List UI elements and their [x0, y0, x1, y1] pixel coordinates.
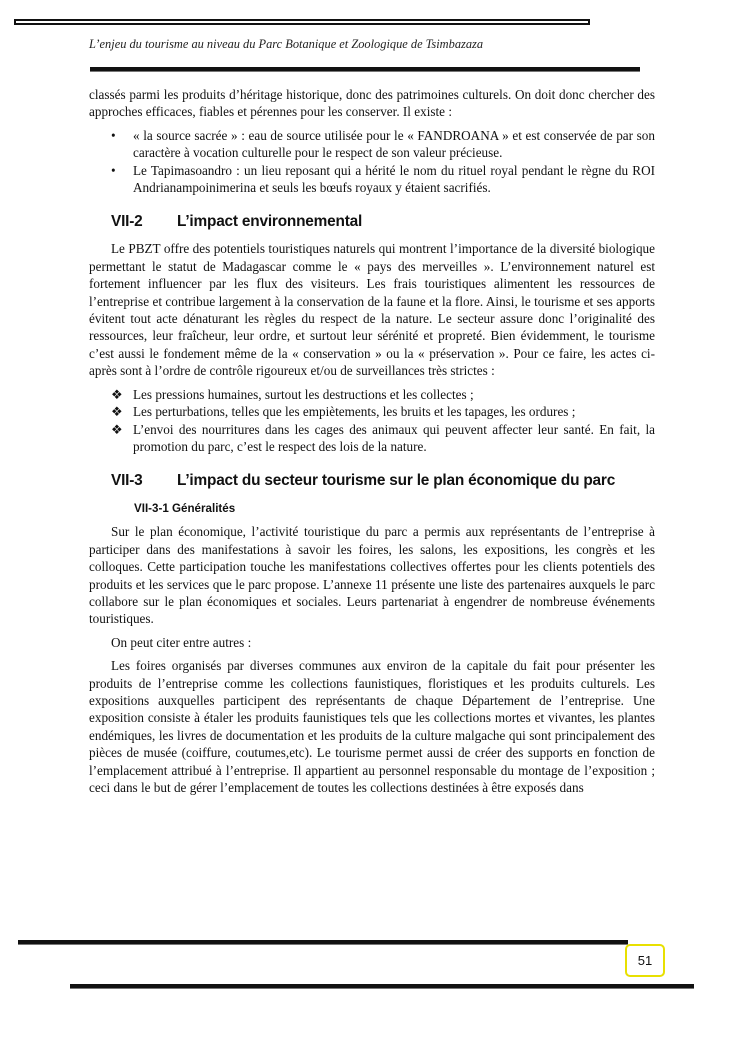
env-actions-list — [89, 386, 655, 456]
diamond-bullet-icon: ❖ — [111, 404, 123, 420]
diamond-bullet-icon: ❖ — [111, 421, 123, 437]
eco-paragraph-1: Sur le plan économique, l’activité touristique du parc a permis aux représentants de l’entreprise à participer dans des manifestations à savoir les foires, les salons, les expositions, les congrès et les colloques. Cette participation touche les manifestations collectives offertes pour les clients potentiels des produits et les services que le parc propose. L’annexe 11 présente une liste des partenaires auxquels le parc collabore sur le plan économiques et sociales. Leurs partenariat à engendrer de nombreuse événements touristiques. — [89, 524, 655, 627]
list-item-text: L’envoi des nourritures dans les cages des animaux qui peuvent affecter leur santé. En fait, la promotion du parc, c’est le respect des lois de la nature. — [133, 421, 655, 454]
list-item — [89, 127, 655, 162]
section-title: L’impact du secteur tourisme sur le plan économique du parc — [177, 472, 616, 490]
intro-paragraph: classés parmi les produits d’héritage historique, donc des patrimoines culturels. On doit donc chercher des approches efficaces, fiables et pérennes pour les conserver. Il existe : — [89, 87, 655, 120]
page-number: 51 — [625, 944, 665, 977]
list-item-text: Le Tapimasoandro : un lieu reposant qui a hérité le nom du rituel royal pendant le règne du ROI Andrianampoinimerina et seuls les bœufs royaux y étaient sacrifiés. — [133, 162, 655, 196]
list-item — [89, 421, 655, 456]
section-number: VII-3 — [111, 472, 143, 490]
section-heading-env — [111, 212, 655, 232]
list-item-text: « la source sacrée » : eau de source utilisée pour le « FANDROANA » et est conservée de par son caractère à vocation culturelle pour le respect de son valeur précieuse. — [133, 127, 655, 161]
eco-paragraph-3: Les foires organisés par diverses communes aux environ de la capitale du fait pour présenter les produits de l’entreprise comme les collections faunistiques, floristiques et les produits culturels. Les expositions auxquelles participent des représentants de chaque Département de l’entreprise. Une exposition consiste à étaler les produits faunistiques tels que les collections mortes et vivantes, les plantes endémiques, les livres de documentation et les produits de la culture malgache qui sont principalement des pièces de musée (coiffure, coutumes,etc). Le tourisme permet aussi de créer des supports en fonction de l’emplacement attribué à l’entreprise. Il appartient au personnel responsable du montage de l’exposition ; ceci dans le but de gérer l’emplacement de toutes les collections destinées à être exposés dans — [89, 658, 655, 795]
list-item — [89, 162, 655, 197]
section-title: L’impact environnemental — [177, 213, 363, 231]
subsection-heading: VII-3-1 Généralités — [134, 502, 236, 516]
footer-rule — [18, 940, 628, 944]
section-heading-eco — [111, 471, 655, 491]
running-header: L’enjeu du tourisme au niveau du Parc Botanique et Zoologique de Tsimbazaza — [89, 37, 484, 51]
list-item — [89, 386, 655, 403]
header-rule — [90, 67, 640, 71]
list-item-text: Les pressions humaines, surtout les destructions et les collectes ; — [133, 386, 474, 402]
eco-paragraph-2: On peut citer entre autres : — [111, 634, 252, 650]
header-frame — [14, 19, 590, 25]
env-paragraph: Le PBZT offre des potentiels touristiques naturels qui montrent l’importance de la diversité biologique permettant le statut de Madagascar comme le « pays des merveilles ». L’environnement naturel est fortement influencer par les flux des visiteurs. Les frais touristiques alimentent les ressources de l’entreprise et contribue largement à la conservation de la faune et la flore. Ainsi, le tourisme et ses apports évitent tout acte dénaturant les règles du respect de la nature. Le secteur assure donc l’originalité des ressources, leur fraîcheur, leur ordre, et surtout leur sérénité et propreté. Bien évidemment, le tourisme c’est aussi le fondement même de la « conservation » ou la « préservation ». Pour ce faire, les actes ci-après sont à l’ordre de contrôle rigoureux et/ou de surveillances très strictes : — [89, 241, 655, 379]
bullet-icon: • — [111, 127, 116, 143]
page-body — [89, 86, 655, 796]
diamond-bullet-icon: ❖ — [111, 386, 123, 402]
footer-rule — [70, 984, 694, 988]
section-number: VII-2 — [111, 213, 143, 231]
heritage-list — [89, 127, 655, 197]
list-item-text: Les perturbations, telles que les empiètements, les bruits et les tapages, les ordures ; — [133, 404, 576, 420]
list-item — [89, 403, 655, 420]
bullet-icon: • — [111, 162, 116, 178]
